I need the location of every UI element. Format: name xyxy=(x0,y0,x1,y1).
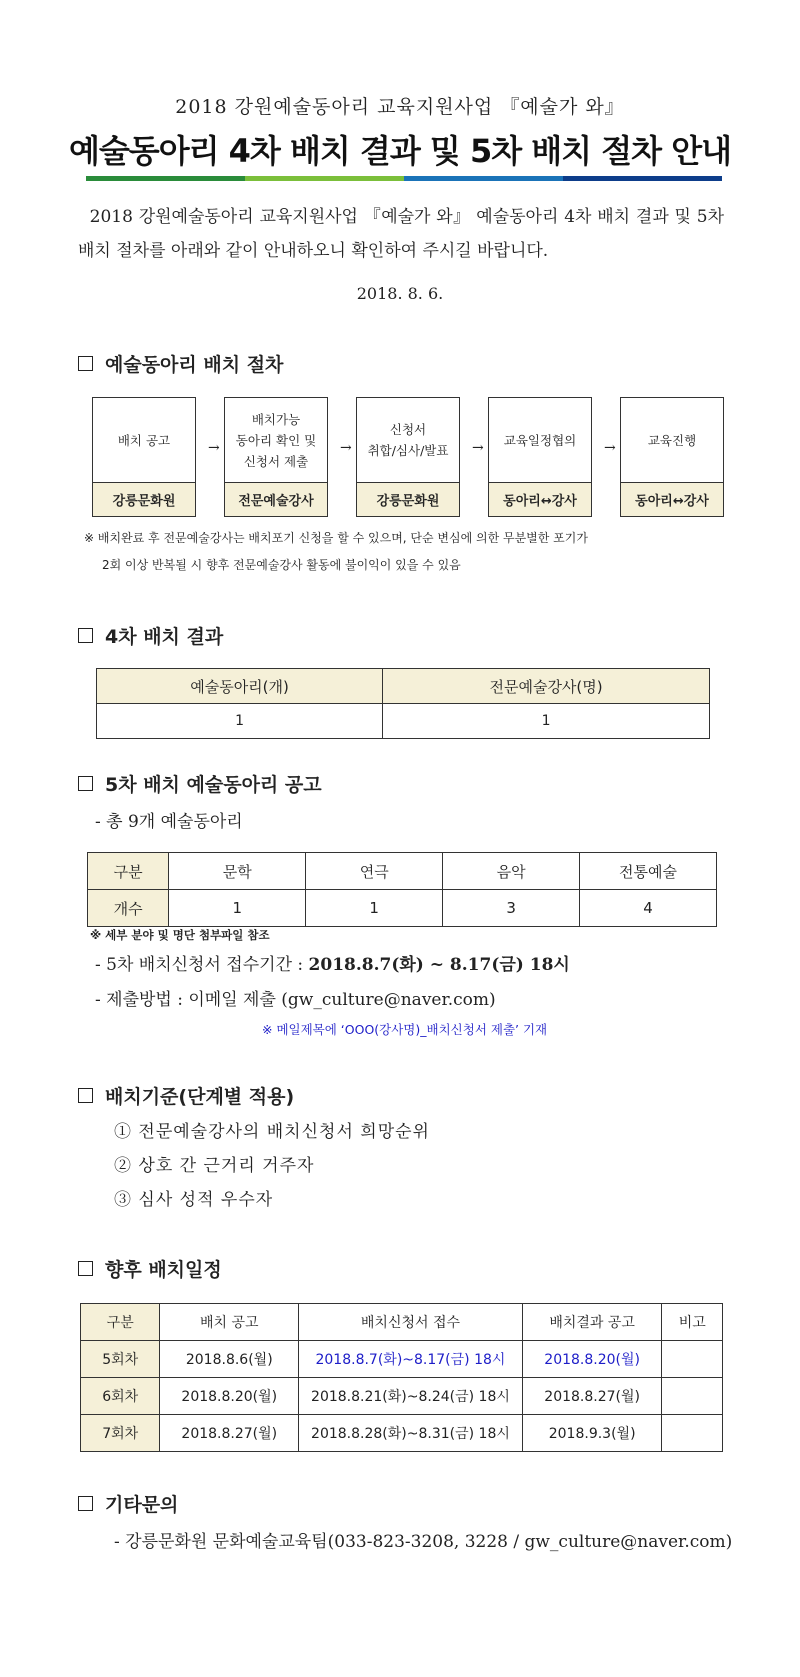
title-underline xyxy=(86,176,722,181)
table-header-cell: 연극 xyxy=(306,853,443,890)
checkbox-square-icon xyxy=(78,1261,93,1276)
table-header-cell: 전문예술강사(명) xyxy=(383,669,710,704)
table-row-label: 개수 xyxy=(88,890,169,927)
section-criteria-heading: 배치기준(단계별 적용) xyxy=(78,1082,294,1109)
checkbox-square-icon xyxy=(78,1496,93,1511)
section-result4-heading: 4차 배치 결과 xyxy=(78,622,223,649)
notice5-period: - 5차 배치신청서 접수기간 : 2018.8.7(화) ~ 8.17(금) 18시 xyxy=(95,955,570,975)
notice-date: 2018. 8. 6. xyxy=(356,284,444,303)
procedure-note-line2: 2회 이상 반복될 시 향후 전문예술강사 활동에 불이익이 있을 수 있음 xyxy=(102,558,461,572)
criteria-item-2: ② 상호 간 근거리 거주자 xyxy=(114,1156,315,1176)
table-header-cell: 배치결과 공고 xyxy=(522,1304,662,1341)
notice5-mail-note: ※ 메일제목에 ‘OOO(강사명)_배치신청서 제출’ 기재 xyxy=(262,1022,548,1037)
table-row: 7회차 2018.8.27(월) 2018.8.28(화)~8.31(금) 18시 2018.9.3(월) xyxy=(81,1415,723,1452)
notice5-total: - 총 9개 예술동아리 xyxy=(95,812,243,832)
document-title: 예술동아리 4차 배치 결과 및 5차 배치 절차 안내 xyxy=(68,132,732,170)
table-header-cell: 배치 공고 xyxy=(160,1304,299,1341)
intro-paragraph: 2018 강원예술동아리 교육지원사업 『예술가 와』 예술동아리 4차 배치 결과 및 5차 배치 절차를 아래와 같이 안내하오니 확인하여 주시길 바랍니다. xyxy=(78,207,725,261)
table-cell: 4 xyxy=(580,890,717,927)
flow-step-4: 교육일정협의 동아리↔강사 xyxy=(488,397,592,517)
schedule-table xyxy=(80,1303,723,1452)
procedure-flow xyxy=(92,397,724,517)
table-cell: 1 xyxy=(306,890,443,927)
table-header-cell: 구분 xyxy=(81,1304,160,1341)
notice5-table xyxy=(87,852,717,927)
section-procedure-heading: 예술동아리 배치 절차 xyxy=(78,350,283,377)
document-subtitle: 2018 강원예술동아리 교육지원사업 『예술가 와』 xyxy=(175,96,625,118)
checkbox-square-icon xyxy=(78,1088,93,1103)
procedure-note-line1: ※ 배치완료 후 전문예술강사는 배치포기 신청을 할 수 있으며, 단순 변심에 의한 무분별한 포기가 xyxy=(84,531,588,545)
flow-step-1: 배치 공고 강릉문화원 xyxy=(92,397,196,517)
checkbox-square-icon xyxy=(78,776,93,791)
flow-arrow-icon: → xyxy=(340,440,352,456)
notice5-detail-note: ※ 세부 분야 및 명단 첨부파일 참조 xyxy=(90,928,270,942)
criteria-item-3: ③ 심사 성적 우수자 xyxy=(114,1190,274,1210)
table-header-cell: 전통예술 xyxy=(580,853,717,890)
section-schedule-heading: 향후 배치일정 xyxy=(78,1255,222,1282)
criteria-item-1: ① 전문예술강사의 배치신청서 희망순위 xyxy=(114,1122,430,1142)
table-row: 5회차 2018.8.6(월) 2018.8.7(화)~8.17(금) 18시 2018.8.20(월) xyxy=(81,1341,723,1378)
flow-arrow-icon: → xyxy=(472,440,484,456)
section-notice5-heading: 5차 배치 예술동아리 공고 xyxy=(78,770,322,797)
flow-step-3: 신청서 취합/심사/발표 강릉문화원 xyxy=(356,397,460,517)
contact-line: - 강릉문화원 문화예술교육팀(033-823-3208, 3228 / gw_culture@naver.com) xyxy=(114,1532,733,1552)
result4-table xyxy=(96,668,710,739)
table-header-cell: 음악 xyxy=(443,853,580,890)
table-cell: 1 xyxy=(169,890,306,927)
flow-arrow-icon: → xyxy=(208,440,220,456)
table-header-cell: 비고 xyxy=(662,1304,723,1341)
checkbox-square-icon xyxy=(78,628,93,643)
notice5-method: - 제출방법 : 이메일 제출 (gw_culture@naver.com) xyxy=(95,990,496,1010)
table-header-cell: 문학 xyxy=(169,853,306,890)
table-header-cell: 배치신청서 접수 xyxy=(299,1304,523,1341)
section-contact-heading: 기타문의 xyxy=(78,1490,178,1517)
table-cell: 1 xyxy=(97,704,383,739)
flow-step-2: 배치가능 동아리 확인 및 신청서 제출 전문예술강사 xyxy=(224,397,328,517)
table-header-cell: 구분 xyxy=(88,853,169,890)
table-cell: 3 xyxy=(443,890,580,927)
flow-step-5: 교육진행 동아리↔강사 xyxy=(620,397,724,517)
table-cell: 1 xyxy=(383,704,710,739)
table-header-cell: 예술동아리(개) xyxy=(97,669,383,704)
checkbox-square-icon xyxy=(78,356,93,371)
table-row: 6회차 2018.8.20(월) 2018.8.21(화)~8.24(금) 18시 2018.8.27(월) xyxy=(81,1378,723,1415)
flow-arrow-icon: → xyxy=(604,440,616,456)
